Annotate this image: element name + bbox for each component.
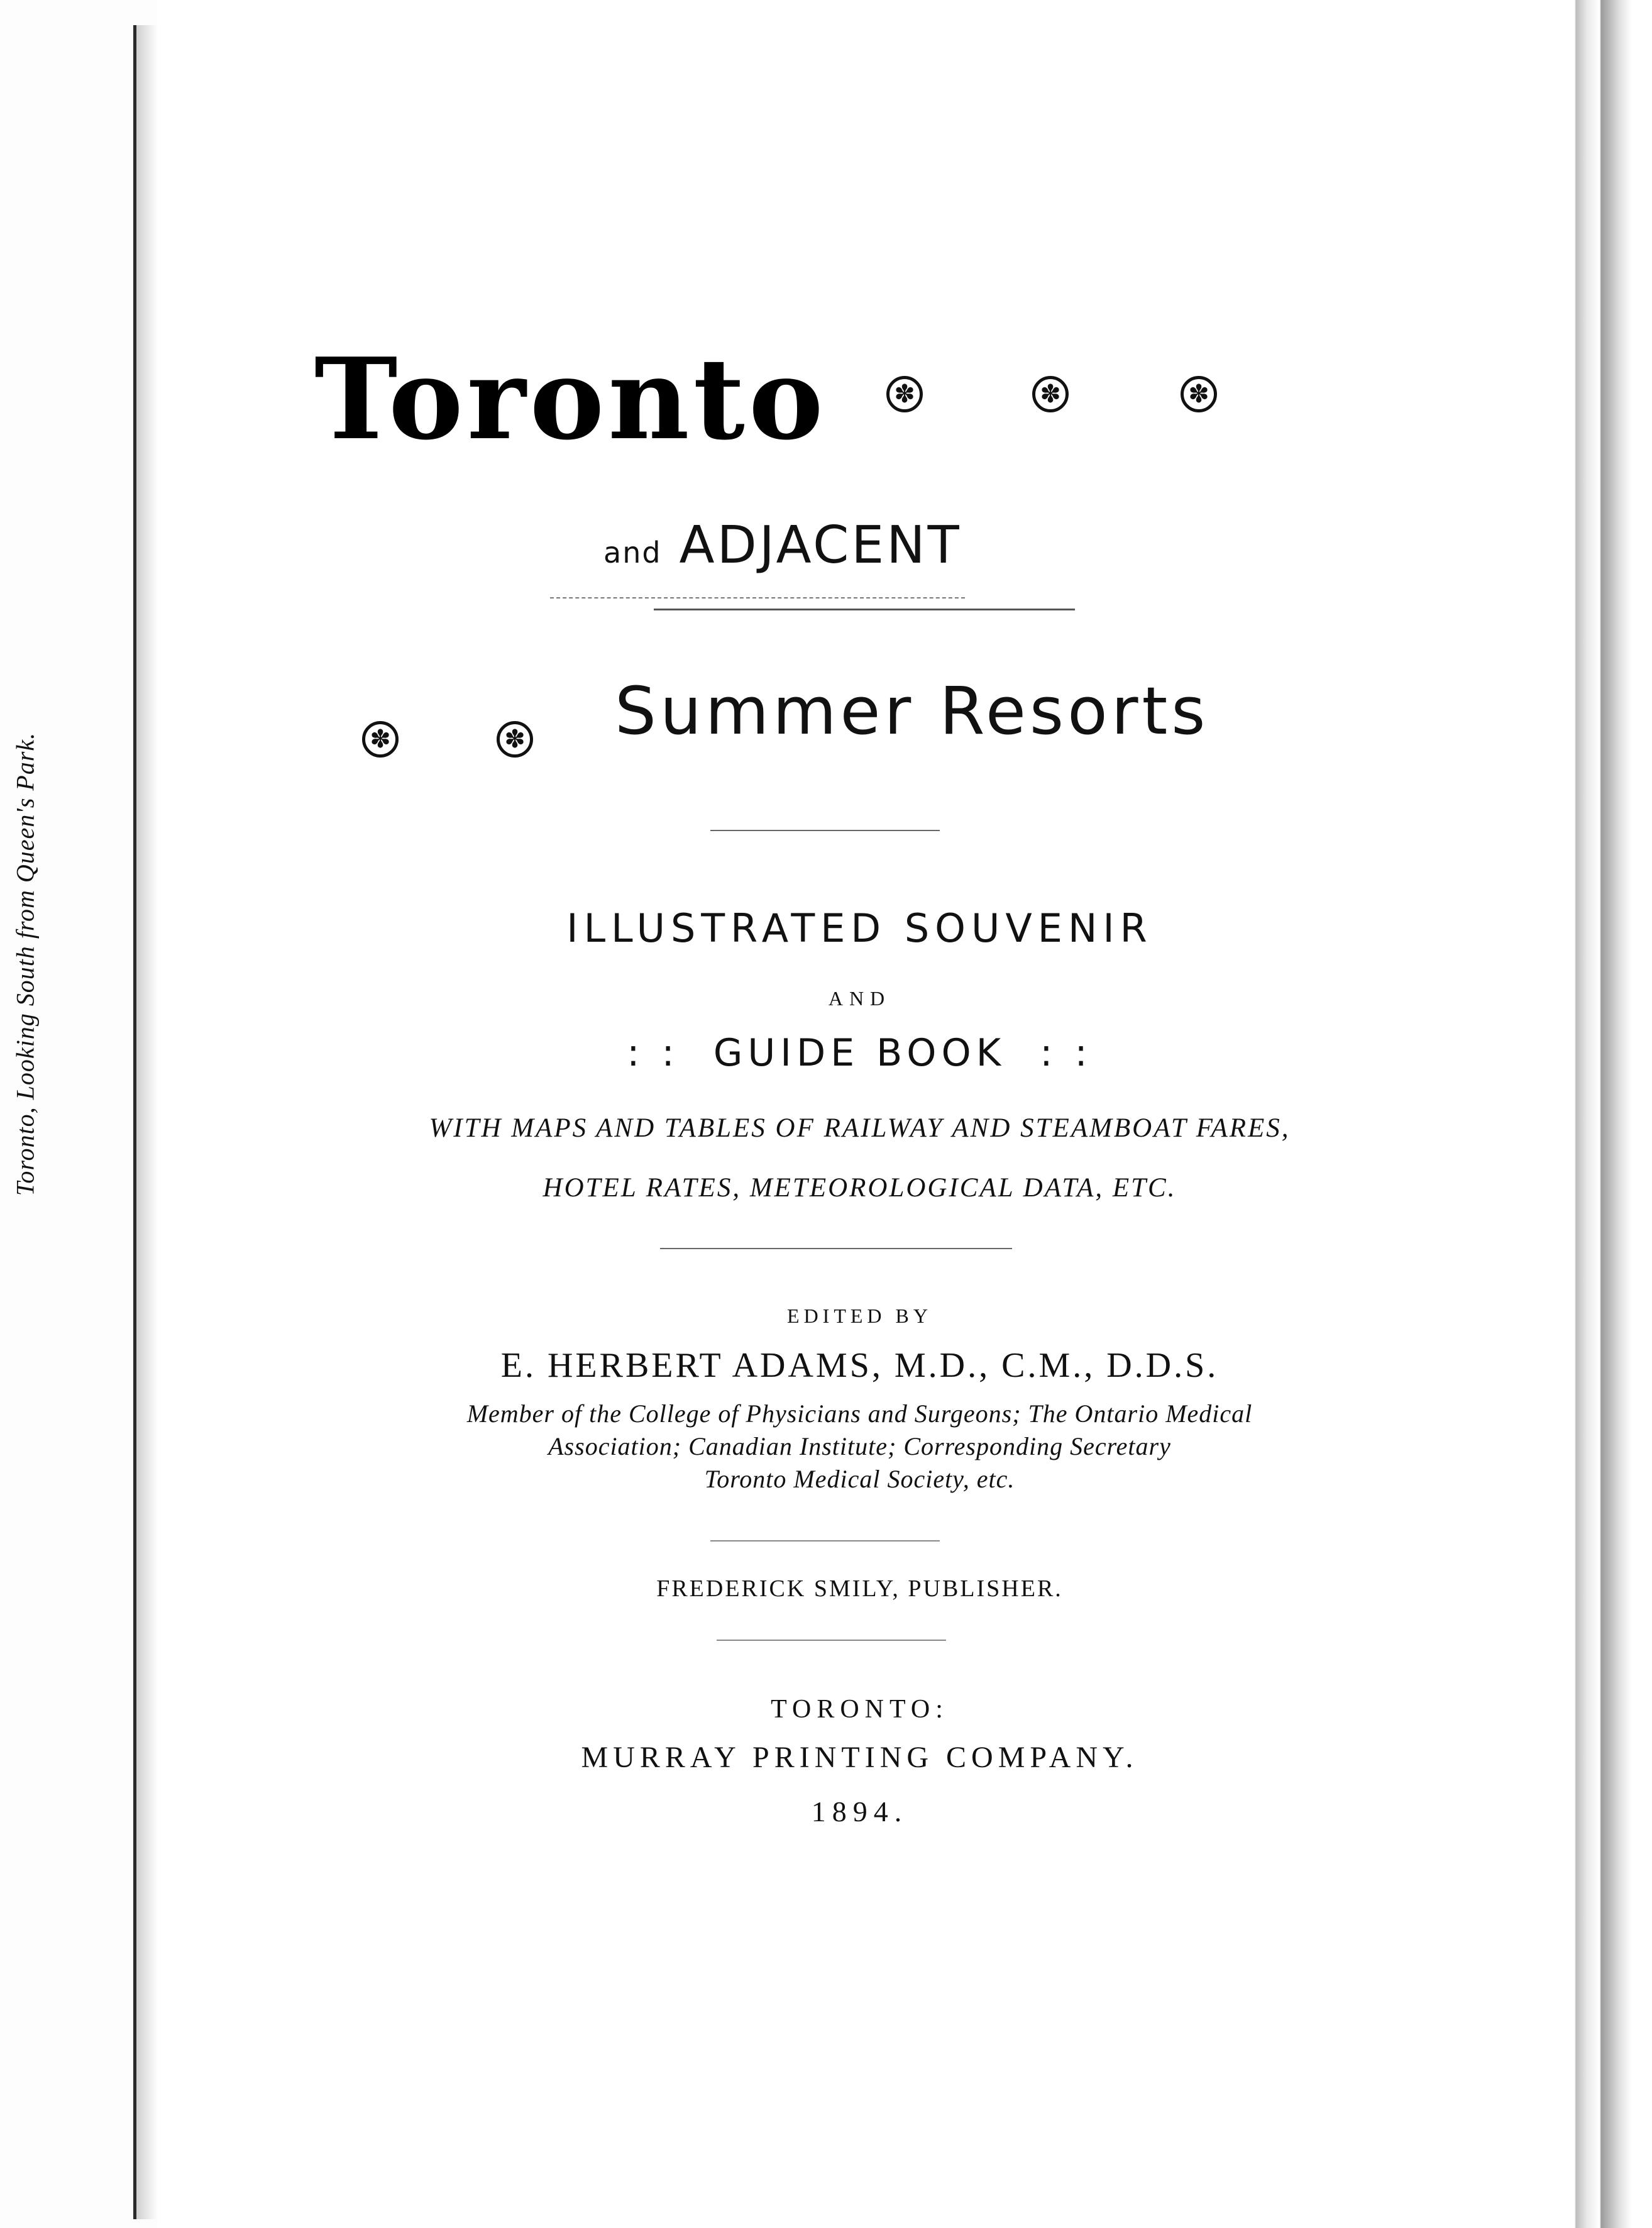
- and-word: AND: [828, 987, 891, 1010]
- description-line: HOTEL RATES, METEOROLOGICAL DATA, ETC.: [542, 1173, 1177, 1203]
- rosette-icon: ✽: [362, 721, 399, 758]
- credentials-line: Toronto Medical Society, etc.: [704, 1465, 1015, 1493]
- rosette-icon: ✽: [886, 376, 923, 412]
- divider: [660, 1248, 1012, 1249]
- souvenir-line: ILLUSTRATED SOUVENIR: [566, 905, 1153, 951]
- edited-by-label: EDITED BY: [787, 1304, 932, 1327]
- resorts-heading: Summer Resorts: [615, 673, 1209, 749]
- page-gutter: [133, 25, 158, 2219]
- subtitle: [603, 516, 962, 575]
- plate-caption: Toronto, Looking South from Queen's Park.: [11, 732, 40, 1196]
- printer-name: MURRAY PRINTING COMPANY.: [581, 1741, 1138, 1774]
- rosette-icon: ✽: [1181, 376, 1217, 412]
- rosette-icon: ✽: [497, 721, 533, 758]
- publication-year: 1894.: [811, 1795, 908, 1828]
- divider: [654, 609, 1075, 610]
- description-line: WITH MAPS AND TABLES OF RAILWAY AND STEAMBOAT FARES,: [429, 1113, 1291, 1143]
- subtitle-adjacent: ADJACENT: [679, 516, 962, 575]
- divider: [710, 830, 940, 831]
- publisher: FREDERICK SMILY, PUBLISHER.: [656, 1575, 1063, 1602]
- divider: [550, 597, 965, 598]
- guide-line: : : GUIDE BOOK : :: [627, 1031, 1093, 1075]
- credentials-line: Association; Canadian Institute; Corresponding Secretary: [548, 1432, 1171, 1460]
- page-edge-stack: [1562, 0, 1652, 2228]
- divider: [717, 1640, 946, 1641]
- imprint-city: TORONTO:: [771, 1695, 949, 1724]
- subtitle-and: and: [603, 536, 662, 570]
- credentials-line: Member of the College of Physicians and Surgeons; The Ontario Medical: [466, 1399, 1253, 1428]
- book-title: Toronto: [314, 333, 827, 465]
- divider: [710, 1540, 940, 1541]
- rosette-icon: ✽: [1032, 376, 1069, 412]
- editor-name: E. HERBERT ADAMS, M.D., C.M., D.D.S.: [500, 1346, 1219, 1385]
